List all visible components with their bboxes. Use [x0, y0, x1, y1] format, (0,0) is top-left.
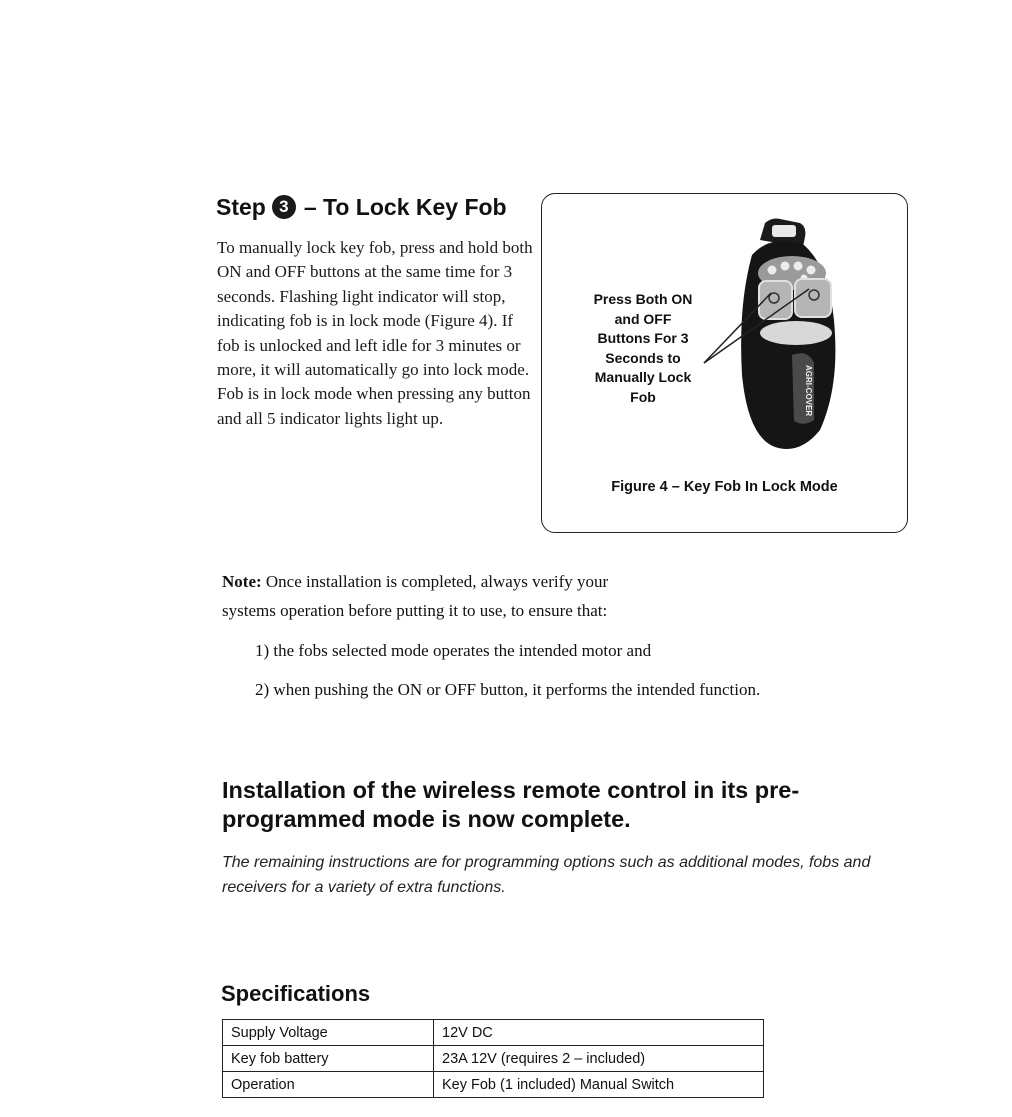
step-title: – To Lock Key Fob [303, 193, 507, 220]
spec-value: Key Fob (1 included) Manual Switch [434, 1072, 764, 1098]
note-label: Note: [222, 572, 262, 591]
specifications-heading: Specifications [221, 981, 371, 1006]
step-heading [216, 190, 507, 224]
specifications-table [222, 1019, 764, 1098]
note-first-line [222, 572, 608, 592]
spec-value: 12V DC [434, 1020, 764, 1046]
install-complete-subtext: The remaining instructions are for programming options such as additional modes, fobs and receivers for a variety of extra functions. [222, 854, 871, 896]
figure-caption: Figure 4 – Key Fob In Lock Mode [611, 479, 838, 495]
table-row [223, 1046, 764, 1072]
spec-label: Operation [223, 1072, 434, 1098]
spec-value: 23A 12V (requires 2 – included) [434, 1046, 764, 1072]
figure-callout-text: Press Both ON and OFF Buttons For 3 Seconds to Manually Lock Fob [593, 291, 693, 405]
step-instructions: To manually lock key fob, press and hold both ON and OFF buttons at the same time for 3 seconds. Flashing light indicator will stop, indicating fob is in lock mode (Figure 4). If fob is unlocked and left idle for 3 minutes or more, it will automatically go into lock mode. Fob is in lock mode when pressing any button and all 5 indicator lights light up. [217, 238, 533, 428]
note-text-2: systems operation before putting it to use, to ensure that: [222, 601, 608, 620]
step-number-badge: 3 [272, 195, 296, 219]
fob-brand-label: AGRI-COVER [804, 365, 813, 417]
note-list-item: 1) the fobs selected mode operates the intended motor and [255, 641, 652, 660]
note-list-item: 2) when pushing the ON or OFF button, it performs the intended function. [255, 680, 761, 699]
table-row [223, 1072, 764, 1098]
note-text-1: Once installation is completed, always verify your [265, 572, 609, 591]
spec-label: Supply Voltage [223, 1020, 434, 1046]
install-complete-heading: Installation of the wireless remote control in its pre-programmed mode is now complete. [222, 777, 800, 832]
table-row [223, 1020, 764, 1046]
step-prefix: Step [216, 193, 266, 220]
spec-label: Key fob battery [223, 1046, 434, 1072]
